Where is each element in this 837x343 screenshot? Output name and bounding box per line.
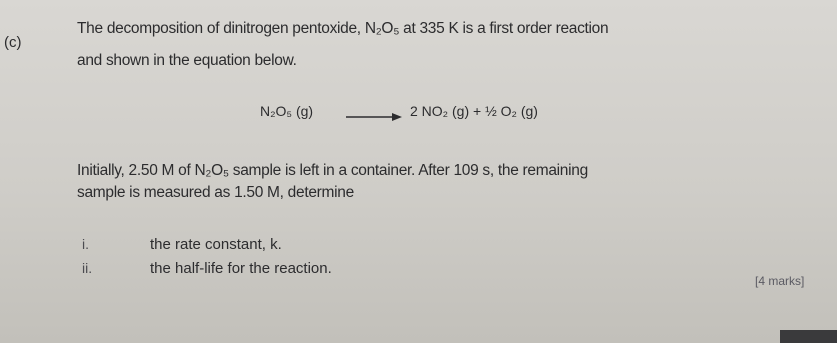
intro-text-line-1: The decomposition of dinitrogen pentoxide, N₂O₅ at 335 K is a first order reaction [77, 20, 609, 37]
reaction-arrow-icon [346, 112, 402, 122]
part-numeral-2: ii. [82, 260, 93, 276]
part-text-2: the half-life for the reaction. [150, 260, 332, 277]
question-label: (c) [4, 34, 22, 51]
part-numeral-1: i. [82, 236, 89, 252]
intro-text-line-2: and shown in the equation below. [77, 52, 297, 69]
equation-products: 2 NO₂ (g) + ½ O₂ (g) [410, 103, 538, 119]
part-text-1: the rate constant, k. [150, 236, 282, 253]
context-text-line-1: Initially, 2.50 M of N₂O₅ sample is left in a container. After 109 s, the remaining [77, 162, 588, 179]
equation-reactant: N₂O₅ (g) [260, 103, 314, 119]
marks-allocation: [4 marks] [755, 274, 805, 288]
dark-corner-block [780, 330, 837, 343]
context-text-line-2: sample is measured as 1.50 M, determine [77, 184, 354, 201]
